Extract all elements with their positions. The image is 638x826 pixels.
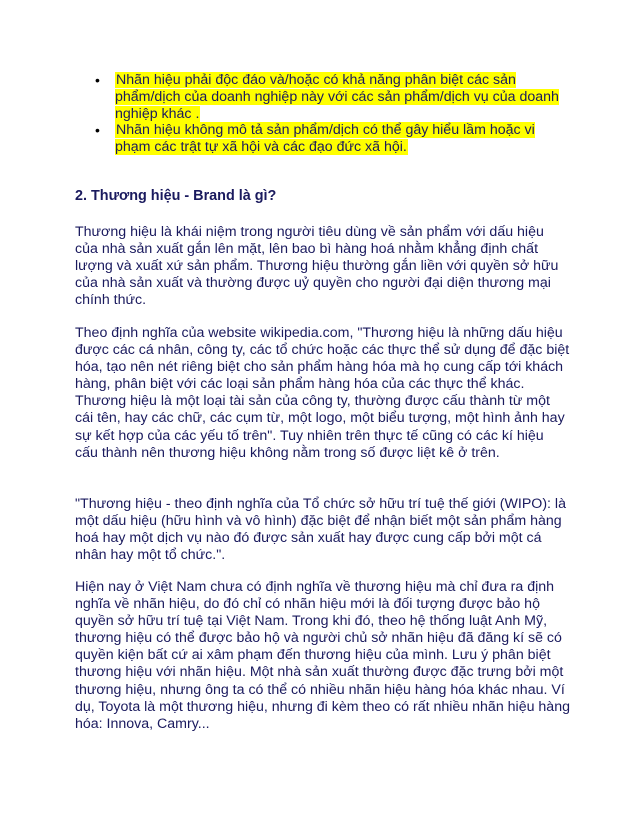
- list-item: [92, 72, 562, 122]
- paragraph: Theo định nghĩa của website wikipedia.com, "Thương hiệu là những dấu hiệu được các cá nhân, công ty, các tổ chức hoặc các thực thể sử dụng để đặc biệt hóa, tạo nên nét riêng biệt cho sản phẩm hàng hóa mà họ cung cấp tới khách hàng, phân biệt với các loại sản phẩm hàng hóa của các thực thể khác. Thương hiệu là một loại tài sản của công ty, thường được cấu thành từ một cái tên, hay các chữ, các cụm từ, một logo, một biểu tượng, một hình ảnh hay sự kết hợp của các yếu tố trên". Tuy nhiên trên thực tế cũng có các kí hiệu cấu thành nên thương hiệu không nằm trong số được liệt kê ở trên.: [75, 325, 570, 461]
- paragraph: Hiện nay ở Việt Nam chưa có định nghĩa về thương hiệu mà chỉ đưa ra định nghĩa về nhãn hiệu, do đó chỉ có nhãn hiệu mới là đối tượng được bảo hộ quyền sở hữu trí tuệ tại Việt Nam. Trong khi đó, theo hệ thống luật Anh Mỹ, thương hiệu có thể được bảo hộ và người chủ sở nhãn hiệu đã đăng kí sẽ có quyền kiện bất cứ ai xâm phạm đến thương hiệu của mình. Lưu ý phân biệt thương hiệu với nhãn hiệu. Một nhà sản xuất thường được đặc trưng bởi một thương hiệu, nhưng ông ta có thể có nhiều nhãn hiệu hàng hóa khác nhau. Ví dụ, Toyota là một thương hiệu, nhưng đi kèm theo có rất nhiều nhãn hiệu hàng hóa: Innova, Camry...: [75, 579, 570, 732]
- paragraph: Thương hiệu là khái niệm trong người tiêu dùng về sản phẩm với dấu hiệu của nhà sản xuất gắn lên mặt, lên bao bì hàng hoá nhằm khẳng định chất lượng và xuất xứ sản phẩm. Thương hiệu thường gắn liền với quyền sở hữu của nhà sản xuất và thường được uỷ quyền cho người đại diện thương mại chính thức.: [75, 224, 559, 309]
- highlighted-text: Nhãn hiệu không mô tả sản phẩm/dịch có thể gây hiểu lầm hoặc vi phạm các trật tự xã hội và các đạo đức xã hội.: [115, 122, 535, 156]
- bullet-icon: •: [95, 72, 100, 88]
- paragraph: "Thương hiệu - theo định nghĩa của Tổ chức sở hữu trí tuệ thế giới (WIPO): là một dấu hiệu (hữu hình và vô hình) đặc biệt để nhận biết một sản phẩm hàng hoá hay một dịch vụ nào đó được sản xuất hay được cung cấp bởi một cá nhân hay một tổ chức.".: [75, 496, 566, 564]
- bullet-icon: •: [95, 122, 100, 139]
- section-heading: 2. Thương hiệu - Brand là gì?: [75, 188, 277, 204]
- highlighted-text: Nhãn hiệu phải độc đáo và/hoặc có khả năng phân biệt các sản phẩm/dịch của doanh nghiệp này với các sản phẩm/dịch vụ của doanh nghiệp khác .: [115, 72, 559, 122]
- bullet-list: [92, 72, 562, 156]
- list-item: [92, 122, 562, 156]
